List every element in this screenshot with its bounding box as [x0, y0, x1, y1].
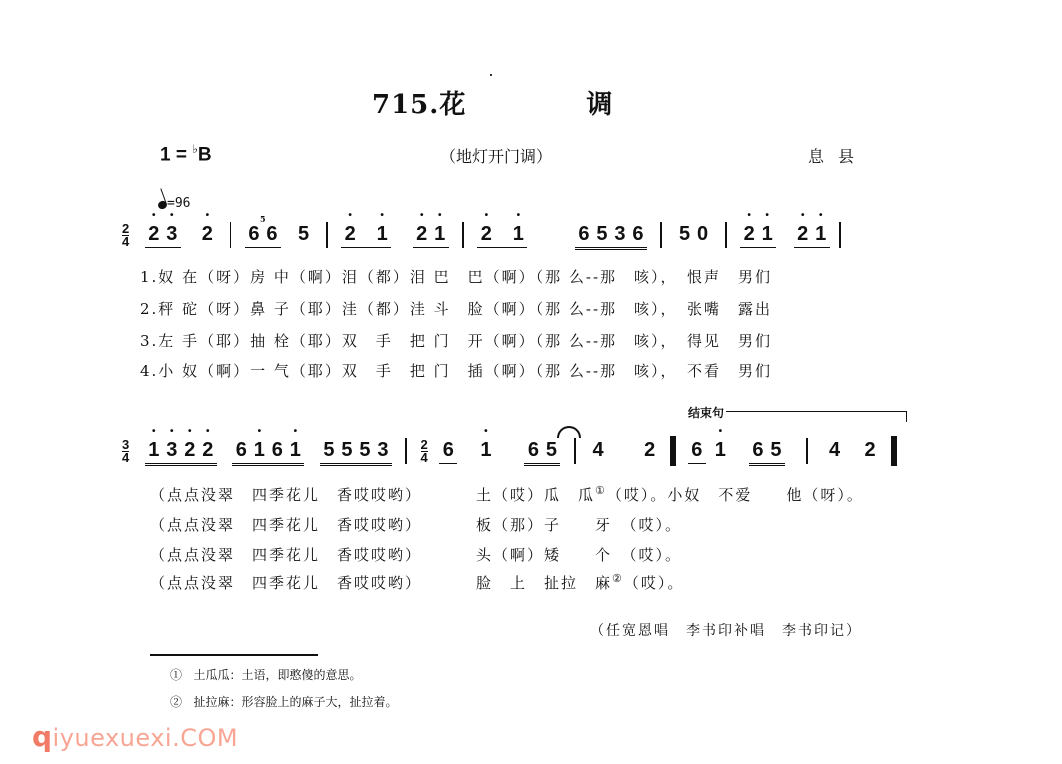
lyric-verse-3: 3.左 手（耶）抽 栓（耶）双 手 把 门 开（啊）（那 么--那 咳）， 得见 男们 — [140, 332, 773, 350]
note: 4 — [828, 439, 841, 462]
beam-group — [320, 439, 392, 466]
refrain-verse-4: （点点没翠 四季花儿 香哎哎哟） — [150, 574, 423, 592]
note: 2 — [644, 439, 656, 462]
barline — [574, 438, 576, 464]
lyric-text: （哎）。 — [623, 574, 685, 592]
lyric-verse-4: 4.小 奴（啊）一 气（耶）双 手 把 门 插（啊）（那 么--那 咳）， 不看 男们 — [140, 362, 773, 380]
watermark-logo-letter: q — [32, 720, 53, 753]
barline — [230, 222, 232, 248]
watermark-text: iyuexuexi.COM — [52, 724, 239, 752]
region-label: 息县 — [808, 147, 869, 166]
lyric-text: （哎）。 — [612, 546, 683, 564]
barline — [405, 438, 407, 464]
title-char-2: 调 — [586, 90, 614, 120]
note: 6 — [527, 439, 540, 462]
footnote-text: 土瓜瓜：土语，即憨傻的意思。 — [193, 668, 362, 682]
flat-icon: ♭ — [192, 142, 198, 156]
barline — [462, 222, 464, 248]
note: 2 — [864, 439, 876, 462]
beam-group — [413, 223, 449, 248]
notation-line-1 — [122, 222, 849, 250]
note: • 2 — [198, 223, 216, 246]
note: 6 — [442, 439, 454, 462]
subtitle: （地灯开门调） — [440, 147, 553, 166]
final-barline — [891, 436, 897, 466]
lyric-text: （哎）。小奴 不爱 他（呀）。 — [606, 486, 864, 504]
rest: 0 — [696, 223, 709, 246]
note: 5 — [545, 439, 558, 462]
note: 5 — [297, 223, 310, 246]
beam-group — [740, 223, 776, 248]
refrain-verse-2: （点点没翠 四季花儿 香哎哎哟） — [150, 516, 423, 534]
refrain-verse-3: （点点没翠 四季花儿 香哎哎哟） — [150, 546, 423, 564]
lyric-text: 土（哎）瓜 瓜 — [476, 486, 596, 504]
note: • 2 — [341, 223, 359, 246]
title-char-1: 花 — [439, 90, 467, 120]
beam-group — [439, 439, 457, 464]
beam-group — [341, 223, 391, 248]
note: 5 — [678, 223, 691, 246]
refrain-verse-1: （点点没翠 四季花儿 香哎哎哟） — [150, 486, 423, 504]
lyric-verse-3-end — [476, 544, 682, 565]
time-signature — [122, 220, 130, 249]
beam-group — [575, 223, 647, 250]
footnote-text: 扯拉麻：形容脸上的麻子大，扯拉着。 — [193, 695, 398, 709]
ending-label: 结束句 — [688, 406, 725, 420]
site-watermark — [32, 720, 238, 753]
footnote-1 — [170, 666, 361, 683]
beam-group — [794, 223, 830, 248]
ts-bottom: 4 — [122, 449, 130, 465]
note: • 1 — [758, 223, 776, 246]
time-signature — [420, 436, 428, 465]
footnote-ref: ① — [595, 484, 607, 497]
repeat-barline — [670, 436, 676, 466]
notation-line-2 — [122, 436, 903, 466]
note: • 1 — [812, 223, 830, 246]
barline — [660, 222, 662, 248]
lyric-verse-1: 1.奴 在（呀）房 中（啊）泪（都）泪 巴 巴（啊）（那 么--那 咳）， 恨声 男们 — [140, 268, 773, 286]
note: • 1 — [250, 439, 268, 462]
barline — [806, 438, 808, 464]
grace-note: 5 — [260, 214, 266, 224]
key-signature — [160, 142, 212, 166]
print-speck — [490, 74, 492, 76]
note: • 1 — [711, 439, 729, 462]
ts-top: 2 — [420, 436, 428, 452]
note: • 1 — [509, 223, 527, 246]
note: 5 — [359, 439, 371, 462]
note: 6 — [271, 439, 283, 462]
note: 6 — [266, 223, 278, 246]
barline-dotted — [839, 222, 841, 248]
beam-group — [749, 439, 785, 466]
note: 6 — [632, 223, 644, 246]
lyric-text: 头（啊）矮 个 — [476, 546, 613, 564]
lyric-text: 脸 上 扯拉 麻 — [476, 574, 613, 592]
note: • 2 — [181, 439, 199, 462]
ts-bottom: 4 — [420, 449, 428, 465]
footnote-2 — [170, 693, 397, 710]
note: • 2 — [199, 439, 217, 462]
key-note: B — [197, 144, 212, 166]
note: 5 — [770, 439, 782, 462]
note: • 2 — [740, 223, 758, 246]
note: 6 — [691, 439, 703, 462]
beam-group — [524, 439, 560, 466]
lyric-verse-2-end — [476, 514, 682, 535]
ts-top: 3 — [122, 436, 130, 452]
ts-top: 2 — [122, 220, 130, 236]
note: • 2 — [413, 223, 431, 246]
lyric-verse-1-end — [476, 484, 864, 505]
note: 5 — [596, 223, 608, 246]
credits: （任宽恩唱 李书印补唱 李书印记） — [590, 623, 862, 639]
note: 3 — [377, 439, 389, 462]
ts-bottom: 4 — [122, 233, 130, 249]
tempo-marking — [158, 196, 190, 211]
footnote-mark: ① — [170, 668, 183, 682]
song-number: 715. — [372, 90, 440, 120]
footnote-divider — [150, 654, 318, 656]
note: • 1 — [431, 223, 449, 246]
lyric-verse-4-end — [476, 572, 684, 593]
lyric-verse-2: 2.秤 砣（呀）鼻 子（耶）洼（都）洼 斗 脸（啊）（那 么--那 咳）， 张嘴 露出 — [140, 300, 773, 318]
note: • 1 — [373, 223, 391, 246]
beam-group — [245, 223, 281, 248]
barline — [326, 222, 328, 248]
key-label: 1 = — [160, 144, 193, 166]
lyric-text: （哎）。 — [612, 516, 683, 534]
note: • 2 — [477, 223, 495, 246]
note: • 3 — [163, 439, 181, 462]
note: 5 — [323, 439, 335, 462]
footnote-ref: ② — [612, 572, 624, 585]
barline — [725, 222, 727, 248]
time-signature — [122, 436, 130, 465]
beam-group — [688, 439, 706, 464]
note: 5 — [341, 439, 353, 462]
note: 6 — [248, 223, 260, 246]
beam-group — [145, 439, 217, 466]
note: • 1 — [145, 439, 163, 462]
lyric-text: 板（那）子 牙 — [476, 516, 613, 534]
tempo-value: =96 — [167, 196, 191, 211]
beam-group — [232, 439, 304, 466]
note: 6 — [235, 439, 247, 462]
note: 6 — [578, 223, 590, 246]
beam-group — [477, 223, 527, 248]
note: • 2 — [145, 223, 163, 246]
note: 4 — [592, 439, 604, 462]
beam-group — [145, 223, 181, 248]
note: • 1 — [477, 439, 495, 462]
note: • 2 — [794, 223, 812, 246]
song-title — [372, 84, 613, 121]
note: • 1 — [286, 439, 304, 462]
note: 6 — [752, 439, 764, 462]
note: 3 — [614, 223, 626, 246]
tie-arc — [557, 426, 581, 438]
footnote-mark: ② — [170, 695, 183, 709]
note: • 3 — [163, 223, 181, 246]
